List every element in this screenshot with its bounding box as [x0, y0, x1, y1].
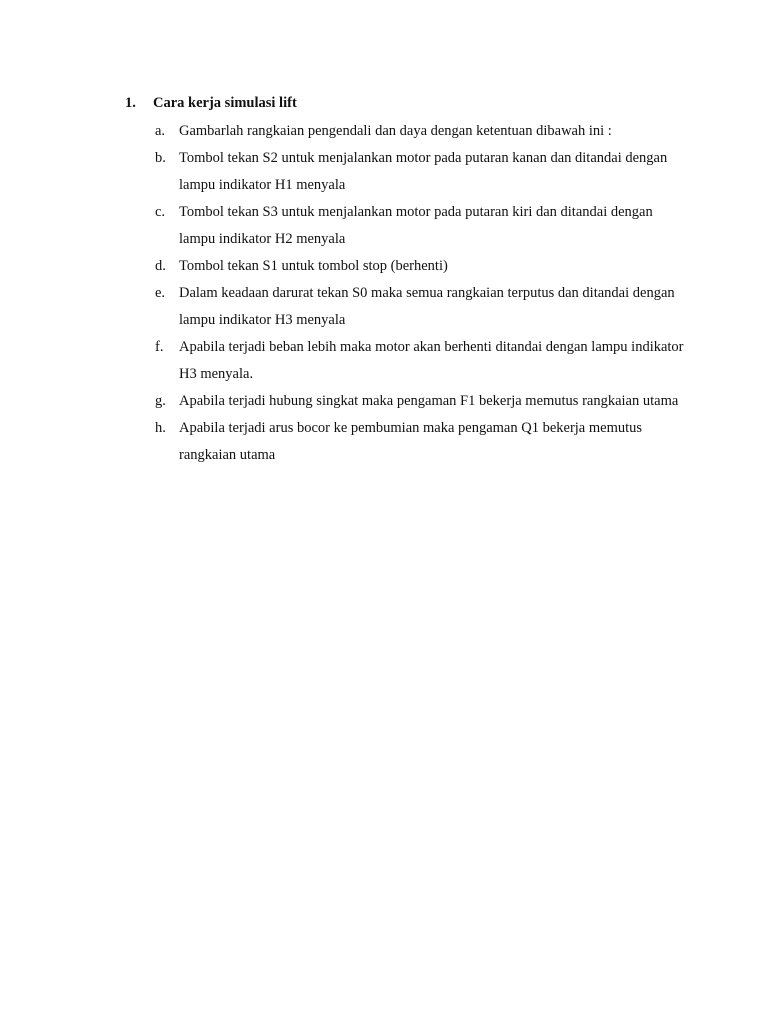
list-marker: f.: [155, 339, 164, 355]
section-heading: [125, 93, 297, 113]
list-marker: d.: [155, 258, 166, 274]
list-marker: e.: [155, 285, 166, 301]
list-item-text: Gambarlah rangkaian pengendali dan daya dengan ketentuan dibawah ini :: [179, 123, 612, 139]
list-item-text: Apabila terjadi hubung singkat maka pengaman F1 bekerja memutus rangkaian utama: [179, 393, 679, 409]
list-marker: g.: [155, 393, 166, 409]
list-item: [155, 145, 685, 199]
list-item-text: Dalam keadaan darurat tekan S0 maka semua rangkaian terputus dan ditandai dengan lampu indikator H3 menyala: [179, 285, 675, 328]
list-item-text: Tombol tekan S2 untuk menjalankan motor pada putaran kanan dan ditandai dengan lampu indikator H1 menyala: [179, 150, 668, 193]
list-item: [155, 388, 685, 415]
list-item-text: Apabila terjadi beban lebih maka motor akan berhenti ditandai dengan lampu indikator H3 menyala.: [179, 339, 684, 382]
list-marker: h.: [155, 420, 166, 436]
list-item-text: Tombol tekan S1 untuk tombol stop (berhenti): [179, 258, 448, 274]
list-item: [155, 334, 685, 388]
instruction-list: [155, 118, 685, 469]
list-item-text: Apabila terjadi arus bocor ke pembumian maka pengaman Q1 bekerja memutus rangkaian utama: [179, 420, 643, 463]
list-item: [155, 253, 685, 280]
list-item-text: Tombol tekan S3 untuk menjalankan motor pada putaran kiri dan ditandai dengan lampu indikator H2 menyala: [179, 204, 653, 247]
list-item: [155, 118, 685, 145]
section-title: Cara kerja simulasi lift: [153, 95, 297, 111]
list-item: [155, 280, 685, 334]
list-item: [155, 199, 685, 253]
list-item: [155, 415, 685, 469]
list-marker: b.: [155, 150, 166, 166]
list-marker: a.: [155, 123, 166, 139]
section-number: 1.: [125, 95, 136, 111]
list-marker: c.: [155, 204, 166, 220]
